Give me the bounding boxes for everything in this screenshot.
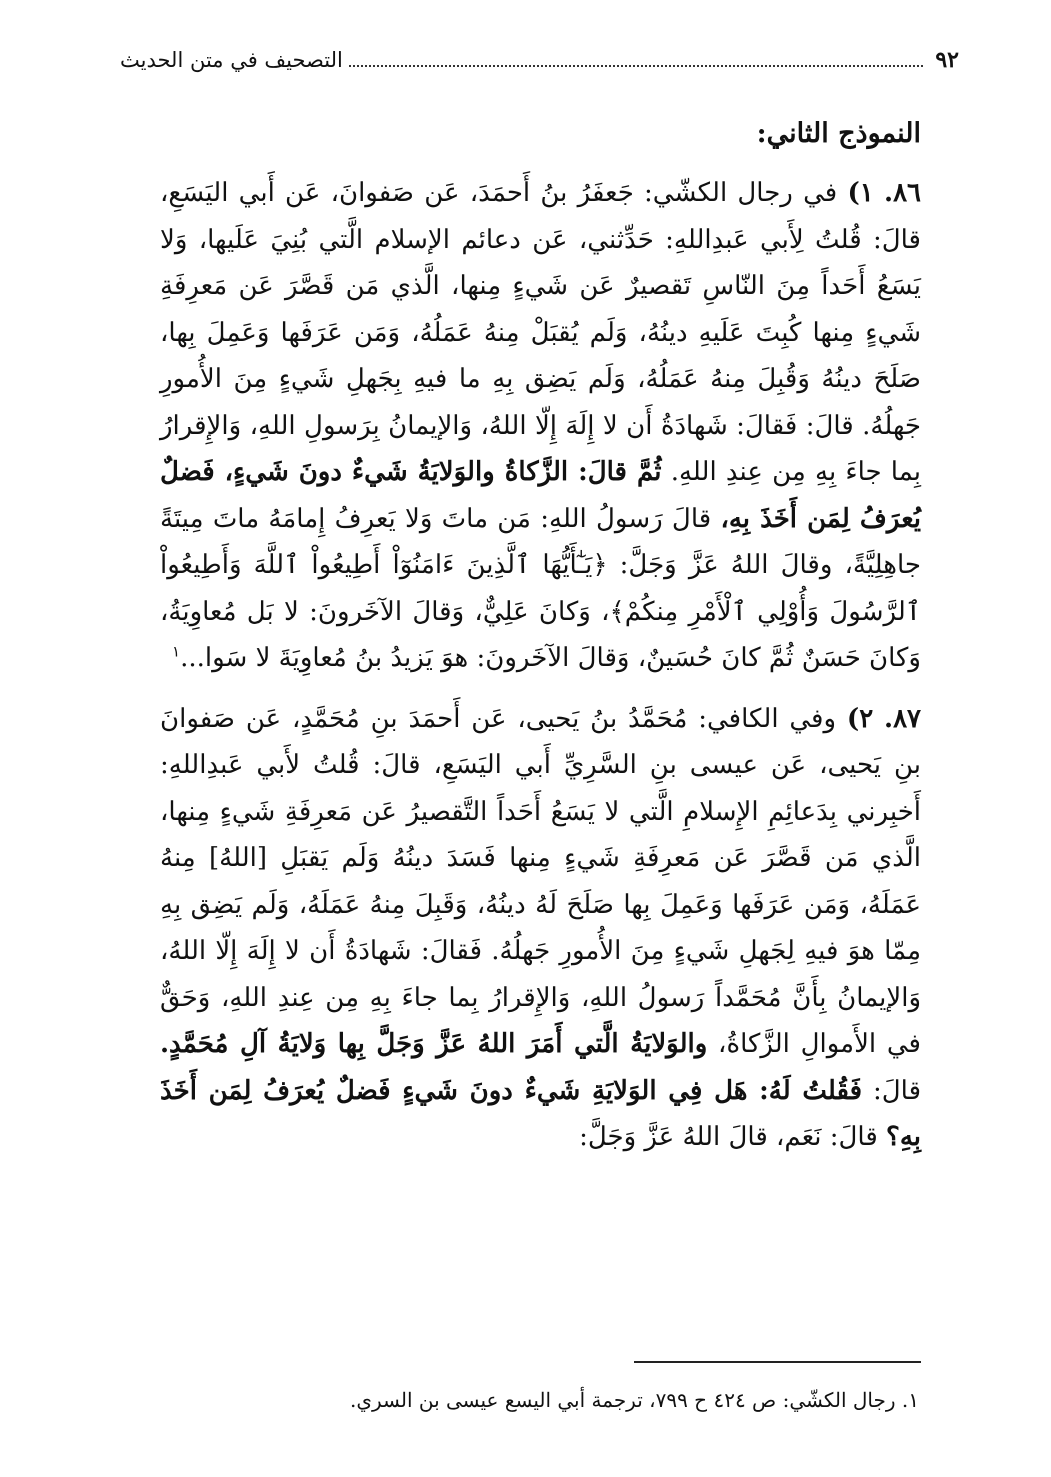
hadith-emphasis: والوَلايَةُ الَّتي أَمَرَ اللهُ عَزَّ وَجَلَّ بِها وَلايَةُ آلِ مُحَمَّدٍ. [160, 1029, 708, 1059]
header-title: التصحيف في متن الحديث [120, 48, 343, 72]
hadith-number: ٨٧. [884, 703, 922, 734]
footnote-text: ١. رجال الكشّي: ص ٤٢٤ ح ٧٩٩، ترجمة أبي اليسع عيسى بن السري. [349, 1388, 919, 1412]
hadith-number: ٨٦. [884, 178, 922, 208]
page-number: ٩٢ [935, 47, 959, 73]
hadith-paragraph-87 [160, 696, 921, 1161]
hadith-text-continued: قالَ رَسولُ اللهِ: مَن ماتَ وَلا يَعرِفُ إِمامَهُ ماتَ مِيتَةً جاهِلِيَّةً، وقالَ اللهُ عَزَّ وَجَلَّ: ﴿يَـٰٓأَيُّهَا ٱلَّذِينَ ءَامَنُوٓاْ أَطِيعُواْ ٱللَّهَ وَأَطِيعُواْ ٱلرَّسُولَ وَأُوْلِي ٱلْأَمْرِ مِنكُمْ﴾، وَكانَ عَلِيٌّ، وَقالَ الآخَرونَ: لا بَل مُعاوِيَةُ، وَكانَ حَسَنٌ ثُمَّ كانَ حُسَينٌ، وَقالَ الآخَرونَ: هوَ يَزيدُ بنُ مُعاوِيَةَ لا سَوا... [160, 503, 921, 673]
hadith-text-end: قالَ: نَعَم، قالَ اللهُ عَزَّ وَجَلَّ: [579, 1122, 887, 1152]
hadith-emphasis: ثُمَّ قالَ: الزَّكاةُ والوَلايَةُ شَيءٌ دونَ شَيءٍ، فَضلٌ يُعرَفُ لِمَن أَخَذَ بِهِ، [160, 457, 921, 534]
header-dot-leader [349, 65, 924, 67]
hadith-text: في رجال الكشّي: جَعفَرُ بنُ أَحمَدَ، عَن صَفوانَ، عَن أَبي اليَسَعِ، قالَ: قُلتُ لِأَبي عَبدِاللهِ: حَدِّثني، عَن دعائم الإسلام الَّتي بُنِيَ عَلَيها، وَلا يَسَعُ أَحَداً مِنَ النّاسِ تَقصيرٌ عَن شَيءٍ مِنها، الَّذي مَن قَصَّرَ عَن مَعرِفَةِ شَيءٍ مِنها كُبِتَ عَلَيهِ دينُهُ، وَلَم يُقبَلْ مِنهُ عَمَلُهُ، وَمَن عَرَفَها وَعَمِلَ بِها، صَلَحَ دينُهُ وَقُبِلَ مِنهُ عَمَلُهُ، وَلَم يَضِق بِهِ ما فيهِ بِجَهلِ شَيءٍ مِنَ الأُمورِ جَهلُهُ. قالَ: فَقالَ: شَهادَةُ أَن لا إِلَهَ إِلّا اللهُ، وَالإيمانُ بِرَسولِ اللهِ، وَالإِقرارُ بِما جاءَ بِهِ مِن عِندِ اللهِ. [160, 178, 921, 487]
hadith-emphasis-question: فَقُلتُ لَهُ: هَل فِي الوَلايَةِ شَيءٌ دونَ شَيءٍ فَضلٌ يُعرَفُ لِمَن أَخَذَ بِهِ؟ [160, 1075, 921, 1152]
hadith-index: ١) [847, 178, 874, 208]
main-text [160, 170, 921, 1175]
section-title: النموذج الثاني: [756, 118, 921, 149]
running-header [120, 40, 959, 80]
hadith-text-continued: قالَ: [862, 1075, 921, 1106]
footnote-divider [634, 1361, 921, 1363]
hadith-text: وفي الكافي: مُحَمَّدُ بنُ يَحيى، عَن أَحمَدَ بنِ مُحَمَّدٍ، عَن صَفوانَ بنِ يَحيى، عَن عيسى بنِ السَّرِيِّ أَبي اليَسَعِ، قالَ: قُلتُ لأَبي عَبدِاللهِ: أَخبِرني بِدَعائِمِ الإِسلامِ الَّتي لا يَسَعُ أَحَداً التَّقصيرُ عَن مَعرِفَةِ شَيءٍ مِنها، الَّذي مَن قَصَّرَ عَن مَعرِفَةِ شَيءٍ مِنها فَسَدَ دينُهُ وَلَم يَقبَلِ [اللهُ] مِنهُ عَمَلَهُ، وَمَن عَرَفَها وَعَمِلَ بِها صَلَحَ لَهُ دينُهُ، وَقَبِلَ مِنهُ عَمَلَهُ، وَلَم يَضِق بِهِ مِمّا هوَ فيهِ لِجَهلِ شَيءٍ مِنَ الأُمورِ جَهلُهُ. فَقالَ: شَهادَةُ أَن لا إِلَهَ إِلّا اللهُ، وَالإيمانُ بِأَنَّ مُحَمَّداً رَسولُ اللهِ، وَالإِقرارُ بِما جاءَ بِهِ مِن عِندِ اللهِ، وَحَقٌّ في الأَموالِ الزَّكاةُ، [160, 703, 921, 1059]
hadith-paragraph-86 [160, 170, 921, 682]
hadith-index: ٢) [846, 703, 874, 734]
footnote-marker[interactable]: ١ [172, 642, 181, 661]
